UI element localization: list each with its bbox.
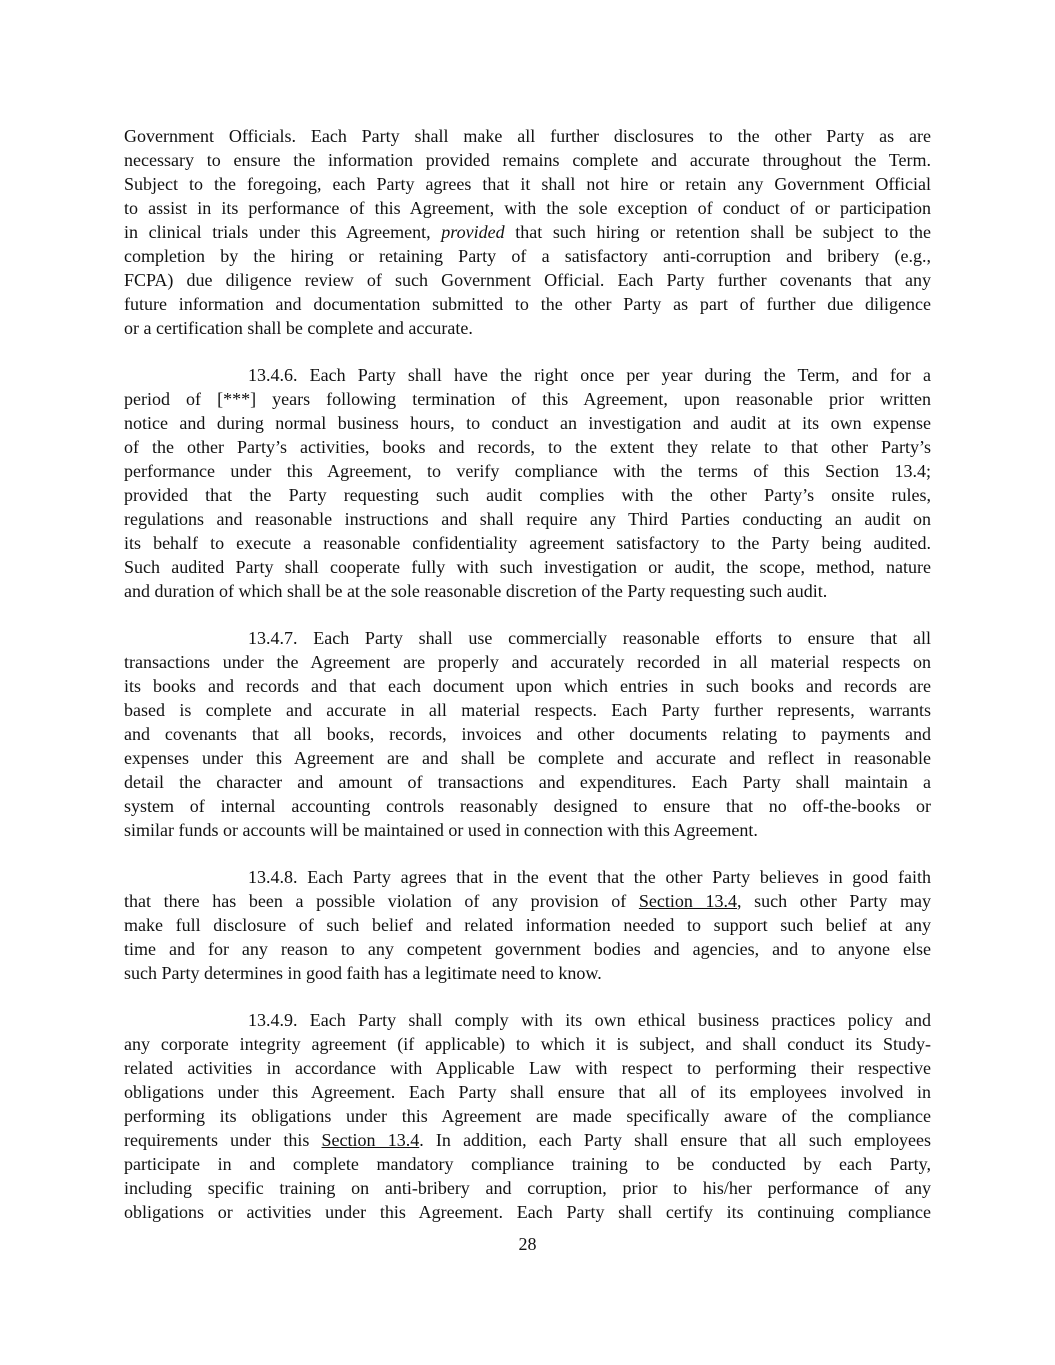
text-line: related activities in accordance with Applicable Law with respect to performing their respective xyxy=(124,1058,931,1078)
text-line: based is complete and accurate in all material respects. Each Party further represents, warrants xyxy=(124,700,931,720)
text-segment: requirements under this xyxy=(124,1130,322,1150)
paragraph xyxy=(124,1008,931,1224)
text-line: time and for any reason to any competent government bodies and agencies, and to anyone else xyxy=(124,939,931,959)
text-line: make full disclosure of such belief and related information needed to support such belief at any xyxy=(124,915,931,935)
text-line: detail the character and amount of transactions and expenditures. Each Party shall maintain a xyxy=(124,772,931,792)
text-line: completion by the hiring or retaining Party of a satisfactory anti-corruption and bribery (e.g., xyxy=(124,246,931,266)
text-line: period of [***] years following termination of this Agreement, upon reasonable prior written xyxy=(124,389,931,409)
italic-term: provided xyxy=(441,222,505,242)
text-line: 13.4.6. Each Party shall have the right once per year during the Term, and for a xyxy=(248,365,931,385)
text-line: obligations under this Agreement. Each Party shall ensure that all of its employees involved in xyxy=(124,1082,931,1102)
paragraph xyxy=(124,626,931,842)
text-line: regulations and reasonable instructions and shall require any Third Parties conducting an audit on xyxy=(124,509,931,529)
text-line xyxy=(124,220,931,244)
text-line: Government Officials. Each Party shall make all further disclosures to the other Party as are xyxy=(124,126,931,146)
text-segment: in clinical trials under this Agreement, xyxy=(124,222,442,242)
text-line: 13.4.8. Each Party agrees that in the event that the other Party believes in good faith xyxy=(248,867,931,887)
text-segment: that such hiring or retention shall be subject to the xyxy=(504,222,931,242)
section-reference: Section 13.4 xyxy=(321,1130,420,1150)
text-line: provided that the Party requesting such audit complies with the other Party’s onsite rules, xyxy=(124,485,931,505)
text-line xyxy=(124,889,931,913)
text-line: transactions under the Agreement are properly and accurately recorded in all material respects on xyxy=(124,652,931,672)
text-line: such Party determines in good faith has a legitimate need to know. xyxy=(124,963,602,983)
text-line: Such audited Party shall cooperate fully with such investigation or audit, the scope, method, nature xyxy=(124,557,931,577)
text-line: its books and records and that each document upon which entries in such books and records are xyxy=(124,676,931,696)
text-segment: , such other Party may xyxy=(737,891,931,911)
text-line: obligations or activities under this Agreement. Each Party shall certify its continuing compliance xyxy=(124,1202,931,1222)
text-line: future information and documentation submitted to the other Party as part of further due diligence xyxy=(124,294,931,314)
section-reference: Section 13.4 xyxy=(638,891,737,911)
text-line: performance under this Agreement, to verify compliance with the terms of this Section 13.4; xyxy=(124,461,931,481)
text-line: system of internal accounting controls reasonably designed to ensure that no off-the-books or xyxy=(124,796,931,816)
text-segment: . In addition, each Party shall ensure that all such employees xyxy=(419,1130,931,1150)
text-line: 13.4.9. Each Party shall comply with its own ethical business practices policy and xyxy=(248,1010,931,1030)
text-line: and covenants that all books, records, invoices and other documents relating to payments and xyxy=(124,724,931,744)
paragraph xyxy=(124,865,931,985)
text-line: 13.4.7. Each Party shall use commercially reasonable efforts to ensure that all xyxy=(248,628,931,648)
text-line: its behalf to execute a reasonable confidentiality agreement satisfactory to the Party being audited. xyxy=(124,533,931,553)
paragraph xyxy=(124,363,931,603)
text-segment: that there has been a possible violation of any provision of xyxy=(124,891,639,911)
text-line: any corporate integrity agreement (if applicable) to which it is subject, and shall conduct its Study- xyxy=(124,1034,931,1054)
text-line: to assist in its performance of this Agreement, with the sole exception of conduct of or participation xyxy=(124,198,931,218)
text-line: of the other Party’s activities, books and records, to the extent they relate to that other Party’s xyxy=(124,437,931,457)
page-number: 28 xyxy=(518,1234,537,1254)
text-line: or a certification shall be complete and accurate. xyxy=(124,318,473,338)
text-line: performing its obligations under this Agreement are made specifically aware of the compliance xyxy=(124,1106,931,1126)
text-line: expenses under this Agreement are and shall be complete and accurate and reflect in reasonable xyxy=(124,748,931,768)
text-line: participate in and complete mandatory compliance training to be conducted by each Party, xyxy=(124,1154,931,1174)
text-line: similar funds or accounts will be maintained or used in connection with this Agreement. xyxy=(124,820,758,840)
text-line: including specific training on anti-bribery and corruption, prior to his/her performance of any xyxy=(124,1178,931,1198)
text-line xyxy=(124,1128,931,1152)
paragraph xyxy=(124,124,931,340)
text-line: FCPA) due diligence review of such Government Official. Each Party further covenants that any xyxy=(124,270,931,290)
text-line: notice and during normal business hours, to conduct an investigation and audit at its own expense xyxy=(124,413,931,433)
document-body xyxy=(124,124,931,1247)
text-line: Subject to the foregoing, each Party agrees that it shall not hire or retain any Government Official xyxy=(124,174,931,194)
text-line: and duration of which shall be at the sole reasonable discretion of the Party requesting such audit. xyxy=(124,581,828,601)
text-line: necessary to ensure the information provided remains complete and accurate throughout the Term. xyxy=(124,150,931,170)
